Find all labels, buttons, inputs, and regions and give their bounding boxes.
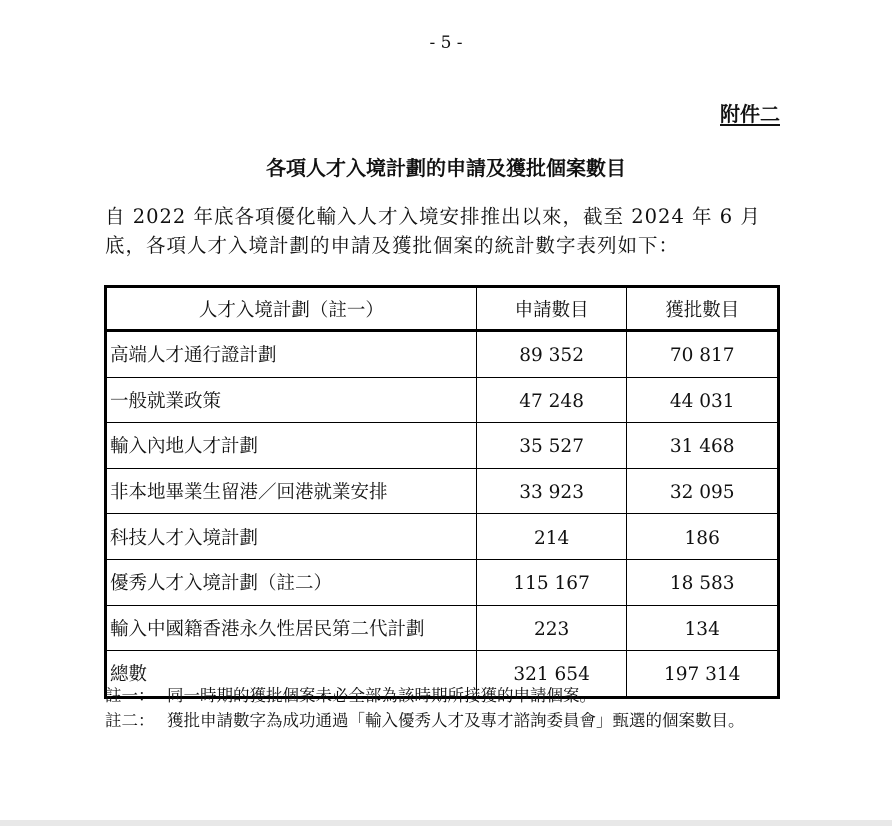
footnote-label: 註一： (105, 686, 155, 705)
approved-count: 70 817 (627, 331, 779, 378)
applications-count: 214 (476, 514, 627, 560)
total-approved: 197 314 (627, 651, 779, 698)
document-title: 各項人才入境計劃的申請及獲批個案數目 (266, 156, 626, 180)
footnote-text: 同一時期的獲批個案未必全部為該時期所接獲的申請個案。 (167, 686, 596, 705)
annex-label: 附件二 (720, 102, 780, 126)
footnote-1 (105, 683, 785, 708)
approved-count: 31 468 (627, 423, 779, 469)
intro-line: 底，各項人才入境計劃的申請及獲批個案的統計數字表列如下： (105, 234, 680, 257)
applications-count: 89 352 (476, 331, 627, 378)
total-label: 總數 (106, 651, 477, 698)
page-bottom-edge (0, 820, 892, 826)
applications-count: 47 248 (476, 377, 627, 423)
applications-count: 223 (476, 605, 627, 651)
footnote-label: 註二： (105, 711, 155, 730)
footnotes (105, 683, 785, 733)
table-row (106, 331, 779, 378)
applications-count: 115 167 (476, 559, 627, 605)
footnote-text: 獲批申請數字為成功通過「輸入優秀人才及專才諮詢委員會」甄選的個案數目。 (167, 711, 745, 730)
total-applications: 321 654 (476, 651, 627, 698)
approved-count: 44 031 (627, 377, 779, 423)
table-row (106, 559, 779, 605)
header-approved: 獲批數目 (627, 287, 779, 331)
approved-count: 186 (627, 514, 779, 560)
approved-count: 18 583 (627, 559, 779, 605)
approved-count: 134 (627, 605, 779, 651)
table-row (106, 605, 779, 651)
scheme-name: 優秀人才入境計劃（註二） (106, 559, 477, 605)
table-row (106, 514, 779, 560)
scheme-name: 輸入中國籍香港永久性居民第二代計劃 (106, 605, 477, 651)
applications-count: 33 923 (476, 468, 627, 514)
scheme-name: 高端人才通行證計劃 (106, 331, 477, 378)
page-number: - 5 - (429, 33, 463, 53)
scheme-name: 科技人才入境計劃 (106, 514, 477, 560)
scheme-name: 非本地畢業生留港／回港就業安排 (106, 468, 477, 514)
table-row (106, 423, 779, 469)
footnote-2 (105, 708, 785, 733)
header-applications: 申請數目 (476, 287, 627, 331)
intro-paragraph (105, 202, 783, 260)
applications-count: 35 527 (476, 423, 627, 469)
statistics-table (104, 285, 780, 699)
header-scheme: 人才入境計劃（註一） (106, 287, 477, 331)
scheme-name: 輸入內地人才計劃 (106, 423, 477, 469)
approved-count: 32 095 (627, 468, 779, 514)
intro-line: 自 2022 年底各項優化輸入人才入境安排推出以來，截至 2024 年 6 月 (105, 205, 761, 228)
table-header-row (106, 287, 779, 331)
table-row (106, 468, 779, 514)
table-row (106, 377, 779, 423)
scheme-name: 一般就業政策 (106, 377, 477, 423)
